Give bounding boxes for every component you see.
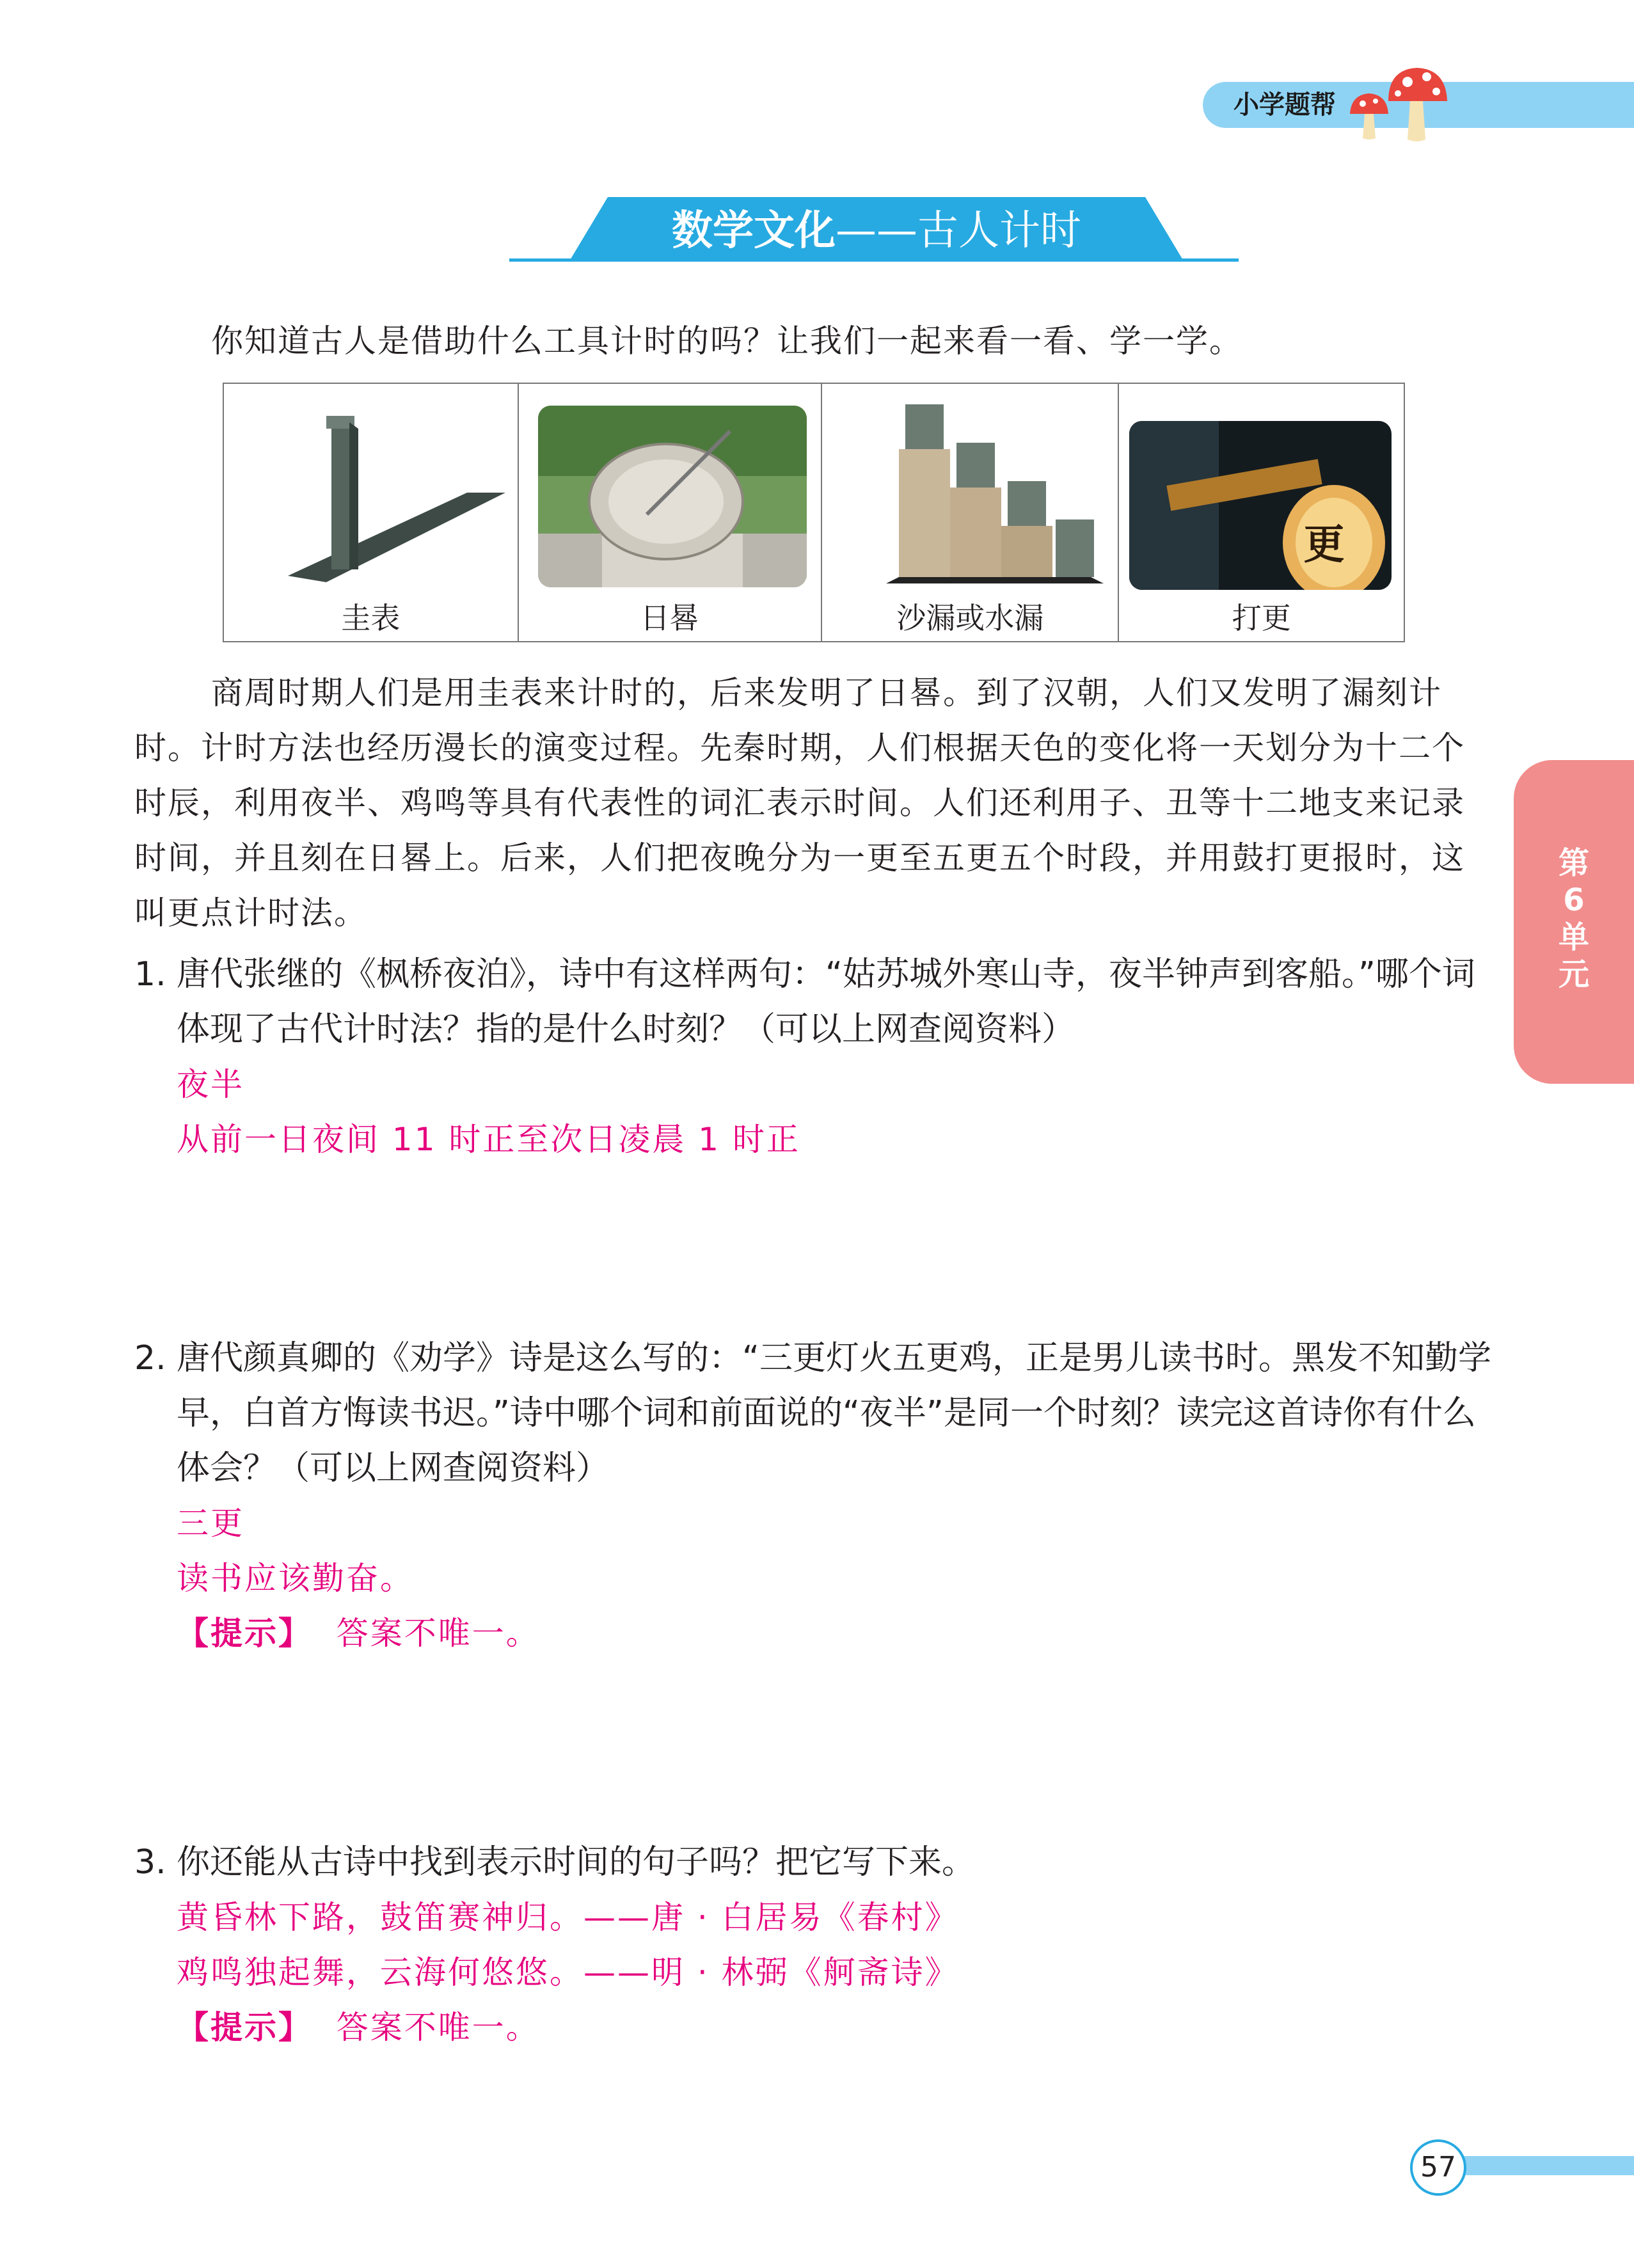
question-2 <box>134 1331 1497 1661</box>
tool-cell-night-watch <box>1119 384 1404 641</box>
tool-cell-gnomon <box>224 384 519 641</box>
hint-text: 答案不唯一。 <box>336 1615 540 1652</box>
hint-line <box>134 1606 1497 1661</box>
answer-line: 夜半 <box>177 1066 244 1103</box>
tools-table <box>223 383 1405 642</box>
question-number: 1. <box>134 955 166 994</box>
section-title <box>569 202 1184 260</box>
unit-label <box>1514 845 1634 993</box>
question-text: 你还能从古诗中找到表示时间的句子吗？把它写下来。 <box>177 1843 976 1882</box>
question-3 <box>134 1835 1497 2055</box>
tool-label: 打更 <box>1232 601 1291 635</box>
unit-label-line: 元 <box>1558 956 1589 992</box>
intro-text: 你知道古人是借助什么工具计时的吗？让我们一起来看一看、学一学。 <box>211 322 1242 360</box>
gnomon-icon <box>250 397 518 589</box>
lantern-text: 更 <box>1303 521 1345 569</box>
question-text: 唐代张继的《枫桥夜泊》，诗中有这样两句：“姑苏城外寒山寺，夜半钟声到客船。”哪个词体现了古代计时法？指的是什么时刻？（可以上网查阅资料） <box>177 955 1475 1049</box>
section-title-dash: —— <box>836 207 917 255</box>
answer-line: 读书应该勤奋。 <box>177 1560 414 1597</box>
unit-label-line: 单 <box>1558 919 1589 955</box>
page-number: 57 <box>1410 2139 1466 2196</box>
hint-tag: 【提示】 <box>177 1615 312 1652</box>
unit-label-line: 第 <box>1558 845 1589 881</box>
night-watch-icon <box>1129 421 1392 590</box>
tool-label: 圭表 <box>341 601 401 635</box>
question-number: 2. <box>134 1339 166 1377</box>
brand-label: 小学题帮 <box>1233 90 1336 120</box>
history-paragraph: 商周时期人们是用圭表来计时的，后来发明了日晷。到了汉朝，人们又发明了漏刻计时。计时方法也经历漫长的演变过程。先秦时期，人们根据天色的变化将一天划分为十二个时辰，利用夜半、鸡鸣等具有代表性的词汇表示时间。人们还利用子、丑等十二地支来记录时间，并且刻在日晷上。后来，人们把夜晚分为一更至五更五个时段，并用鼓打更报时，这叫更点计时法。 <box>134 674 1465 932</box>
question-number: 3. <box>134 1843 166 1882</box>
answer-line: 鸡鸣独起舞，云海何悠悠。——明 · 林弼《舸斋诗》 <box>177 1954 959 1991</box>
answer-line: 从前一日夜间 11 时正至次日凌晨 1 时正 <box>177 1121 801 1158</box>
question-text: 唐代颜真卿的《劝学》诗是这么写的：“三更灯火五更鸡，正是男儿读书时。黑发不知勤学早，白首方悔读书迟。”诗中哪个词和前面说的“夜半”是同一个时刻？读完这首诗你有什么体会？（可以上网查阅资料） <box>177 1339 1491 1487</box>
tool-label: 沙漏或水漏 <box>896 601 1044 635</box>
answer-line: 黄昏林下路，鼓笛赛神归。——唐 · 白居易《春村》 <box>177 1899 959 1936</box>
mushroom-icon <box>1344 56 1465 146</box>
water-clock-icon <box>861 392 1129 590</box>
section-title-sub: 古人计时 <box>917 207 1081 255</box>
answer-line: 三更 <box>177 1505 244 1542</box>
question-1 <box>134 947 1497 1167</box>
section-title-main: 数学文化 <box>672 207 836 255</box>
unit-label-line: 6 <box>1563 882 1585 918</box>
page-bar <box>1442 2156 1634 2175</box>
hint-line <box>134 2000 1497 2055</box>
tool-label: 日晷 <box>640 601 699 635</box>
tool-cell-sundial <box>519 384 822 641</box>
tool-cell-water-clock <box>822 384 1119 641</box>
hint-text: 答案不唯一。 <box>336 2009 540 2046</box>
hint-tag: 【提示】 <box>177 2009 312 2046</box>
sundial-icon <box>538 406 807 587</box>
